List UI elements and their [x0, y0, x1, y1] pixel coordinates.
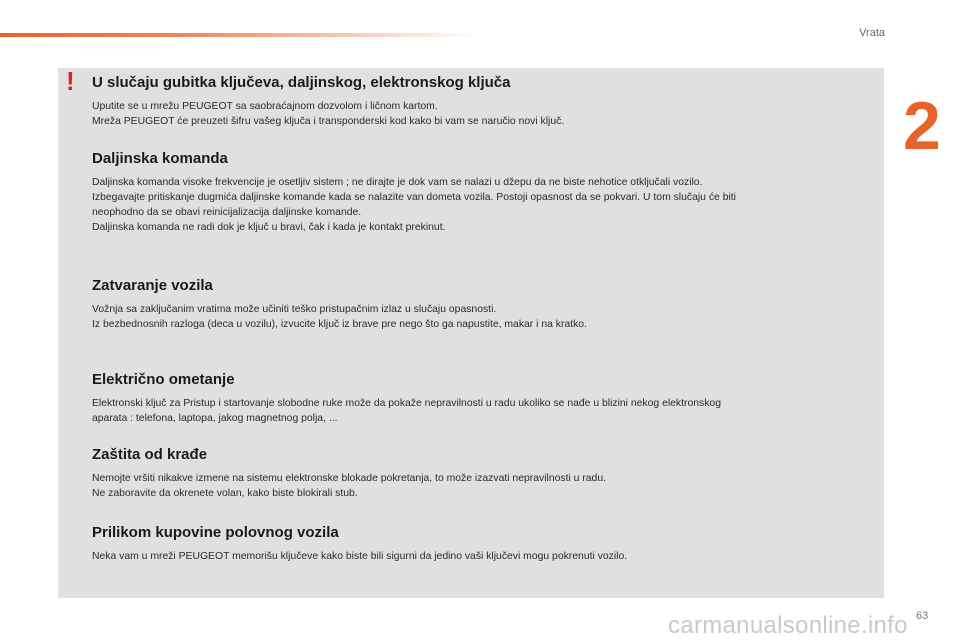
- chapter-number: 2: [903, 88, 941, 164]
- section-theft-protection: [92, 446, 862, 501]
- section-heading: Električno ometanje: [92, 371, 235, 388]
- section-used-vehicle: [92, 524, 862, 564]
- warning-block: [92, 74, 862, 129]
- section-line: neophodno da se obavi reinicijalizacija daljinske komande.: [92, 207, 362, 218]
- warning-line: Uputite se u mrežu PEUGEOT sa saobraćajnom dozvolom i ličnom kartom.: [92, 101, 438, 112]
- section-title: Vrata: [859, 27, 885, 39]
- section-line: Izbegavajte pritiskanje dugmića daljinske komande kada se nalazite van dometa vozila. Postoji opasnost da se pokvari. U tom slučaju će biti: [92, 192, 736, 203]
- section-line: Elektronski ključ za Pristup i startovanje slobodne ruke može da pokaže nepravilnosti u radu ukoliko se nađe u blizini nekog elektronskog: [92, 398, 721, 409]
- section-line: Ne zaboravite da okrenete volan, kako biste blokirali stub.: [92, 488, 358, 499]
- section-line: Iz bezbednosnih razloga (deca u vozilu), izvucite ključ iz brave pre nego što ga napustite, makar i na kratko.: [92, 319, 587, 330]
- section-line: Daljinska komanda visoke frekvencije je osetljiv sistem ; ne dirajte je dok vam se nalazi u džepu da ne biste nehotice otključali vozilo.: [92, 177, 703, 188]
- section-electrical-interference: [92, 371, 862, 426]
- warning-line: Mreža PEUGEOT će preuzeti šifru vašeg ključa i transponderski kod kako bi vam se naručio novi ključ.: [92, 116, 565, 127]
- section-heading: Zaštita od krađe: [92, 446, 208, 463]
- page-number: 63: [916, 610, 929, 622]
- section-heading: Prilikom kupovine polovnog vozila: [92, 524, 339, 541]
- header-accent-bar: [0, 33, 480, 37]
- section-vehicle-locking: [92, 277, 862, 332]
- section-line: Neka vam u mreži PEUGEOT memorišu ključeve kako biste bili sigurni da jedino vaši ključevi mogu pokrenuti vozilo.: [92, 551, 628, 562]
- section-heading: Daljinska komanda: [92, 150, 228, 167]
- section-line: Nemojte vršiti nikakve izmene na sistemu elektronske blokade pokretanja, to može izazvati nepravilnosti u radu.: [92, 473, 607, 484]
- section-line: aparata : telefona, laptopa, jakog magnetnog polja, ...: [92, 413, 338, 424]
- warning-title: U slučaju gubitka ključeva, daljinskog, elektronskog ključa: [92, 74, 511, 91]
- section-line: Vožnja sa zaključanim vratima može učiniti teško pristupačnim izlaz u slučaju opasnosti.: [92, 304, 497, 315]
- section-line: Daljinska komanda ne radi dok je ključ u bravi, čak i kada je kontakt prekinut.: [92, 222, 446, 233]
- content-panel: [58, 68, 884, 598]
- warning-icon: !: [66, 66, 75, 96]
- watermark: carmanualsonline.info: [668, 612, 908, 639]
- section-remote-control: [92, 150, 862, 235]
- section-heading: Zatvaranje vozila: [92, 277, 213, 294]
